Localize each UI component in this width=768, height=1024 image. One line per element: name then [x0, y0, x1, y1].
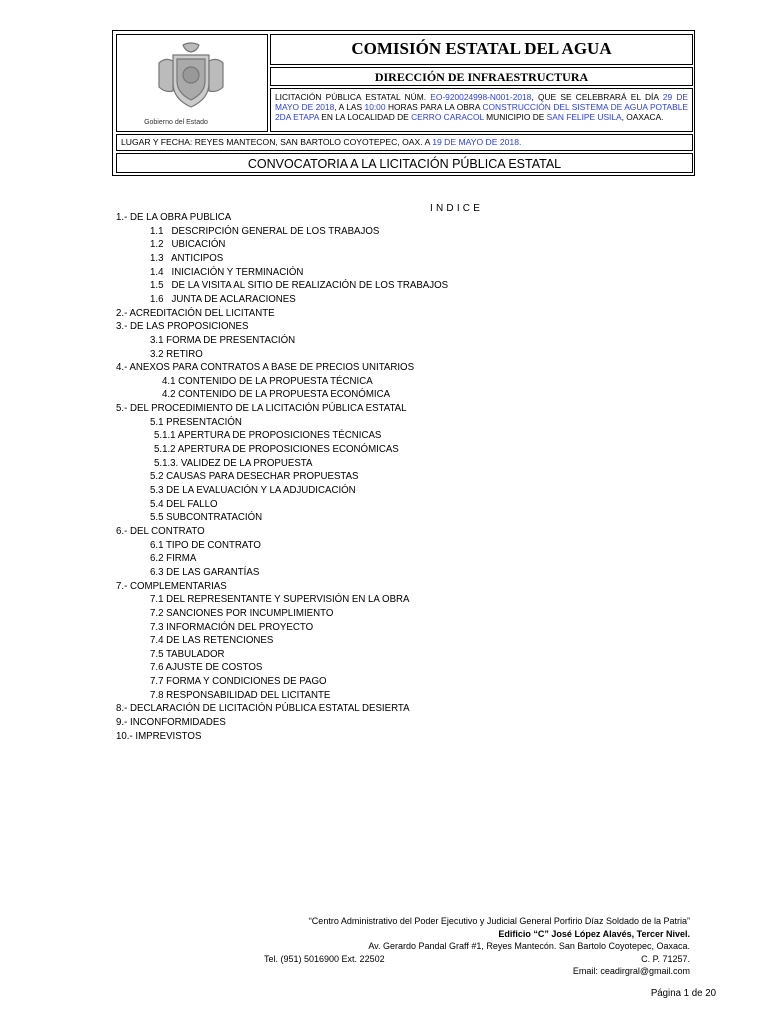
- index-title: INDICE: [430, 203, 484, 214]
- footer-line: Edificio “C” José López Alavés, Tercer Nivel.: [498, 928, 690, 939]
- footer-address: [309, 915, 690, 978]
- footer-line: Av. Gerardo Pandal Graff #1, Reyes Mantecón. San Bartolo Coyotepec, Oaxaca.: [368, 941, 690, 952]
- place-date-cell: [116, 134, 693, 151]
- toc-item: 7.4 DE LAS RETENCIONES: [150, 635, 274, 647]
- municipality: SAN FELIPE USILA: [546, 112, 622, 123]
- toc-item: 3.2 RETIRO: [150, 348, 203, 360]
- project-name: CONSTRUCCIÓN DEL SISTEMA DE AGUA POTABLE 2DA ETAPA: [275, 102, 688, 123]
- toc-item: 5.3 DE LA EVALUACIÓN Y LA ADJUDICACIÓN: [150, 485, 356, 496]
- tender-number: EO-920024998-N001-2018: [430, 92, 532, 102]
- toc-item: 4.- ANEXOS PARA CONTRATOS A BASE DE PRECIOS UNITARIOS: [116, 362, 415, 374]
- toc-item: 7.3 INFORMACIÓN DEL PROYECTO: [150, 621, 314, 633]
- logo-caption: Gobierno del Estado: [144, 119, 208, 126]
- toc-item: 5.4 DEL FALLO: [150, 498, 218, 510]
- subtitle-cell: [270, 67, 693, 86]
- desc-text: LICITACIÓN PÚBLICA ESTATAL NÚM.: [275, 92, 431, 102]
- convocatoria-cell: [116, 153, 693, 173]
- toc-item: 1.6 JUNTA DE ACLARACIONES: [150, 293, 296, 305]
- footer-line: C. P. 71257.: [641, 953, 690, 964]
- desc-text: EN LA LOCALIDAD DE: [318, 112, 412, 123]
- toc-item: 5.1.1 APERTURA DE PROPOSICIONES TÉCNICAS: [154, 430, 382, 442]
- toc-item: 5.1.3. VALIDEZ DE LA PROPUESTA: [154, 457, 313, 469]
- toc-item: 9.- INCONFORMIDADES: [116, 717, 226, 729]
- state-emblem-logo: [151, 41, 231, 111]
- desc-text: , OAXACA.: [621, 112, 664, 123]
- toc-item: 7.- COMPLEMENTARIAS: [116, 580, 227, 592]
- toc-item: 7.1 DEL REPRESENTANTE Y SUPERVISIÓN EN LA OBRA: [150, 594, 410, 606]
- toc-item: 8.- DECLARACIÓN DE LICITACIÓN PÚBLICA ESTATAL DESIERTA: [116, 703, 410, 715]
- desc-text: MUNICIPIO DE: [483, 112, 547, 123]
- toc-item: 1.1 DESCRIPCIÓN GENERAL DE LOS TRABAJOS: [150, 225, 380, 237]
- toc-item: 7.5 TABULADOR: [150, 648, 225, 660]
- toc-item: 5.1.2 APERTURA DE PROPOSICIONES ECONÓMICAS: [154, 444, 399, 456]
- document-subtitle: DIRECCIÓN DE INFRAESTRUCTURA: [374, 70, 589, 84]
- place-date-value: 19 DE MAYO DE 2018.: [432, 137, 522, 147]
- toc-item: 5.1 PRESENTACIÓN: [150, 416, 242, 428]
- tender-description-cell: [270, 88, 693, 132]
- toc-item: 5.2 CAUSAS PARA DESECHAR PROPUESTAS: [150, 471, 359, 483]
- toc-item: 1.3 ANTICIPOS: [150, 252, 224, 264]
- toc-item: 3.1 FORMA DE PRESENTACIÓN: [150, 334, 296, 346]
- place-date: [121, 137, 521, 147]
- footer-line: “Centro Administrativo del Poder Ejecutivo y Judicial General Porfirio Díaz Soldado de la Patria”: [308, 916, 690, 926]
- desc-text: HORAS PARA LA OBRA: [385, 102, 483, 113]
- logo-cell: [116, 34, 268, 132]
- footer-phone: Tel. (951) 5016900 Ext. 22502: [264, 954, 385, 964]
- locality: CERRO CARACOL: [411, 112, 484, 123]
- toc-item: 7.6 AJUSTE DE COSTOS: [150, 662, 263, 674]
- toc-item: 1.5 DE LA VISITA AL SITIO DE REALIZACIÓN DE LOS TRABAJOS: [150, 280, 449, 292]
- title-cell: [270, 34, 693, 65]
- toc-item: 7.7 FORMA Y CONDICIONES DE PAGO: [150, 676, 327, 688]
- desc-text: , QUE SE CELEBRARÁ EL DÍA: [531, 92, 663, 102]
- toc-item: 7.2 SANCIONES POR INCUMPLIMIENTO: [150, 607, 334, 619]
- toc-item: 5.- DEL PROCEDIMIENTO DE LA LICITACIÓN PÚBLICA ESTATAL: [116, 403, 407, 415]
- toc-item: 10.- IMPREVISTOS: [116, 730, 202, 742]
- toc-item: 5.5 SUBCONTRATACIÓN: [150, 512, 263, 524]
- toc-item: 4.1 CONTENIDO DE LA PROPUESTA TÉCNICA: [162, 375, 373, 387]
- toc-item: 1.2 UBICACIÓN: [150, 239, 226, 251]
- footer-email: Email: ceadirgral@gmail.com: [572, 966, 690, 977]
- toc-item: 6.- DEL CONTRATO: [116, 525, 205, 537]
- toc-item: 1.4 INICIACIÓN Y TERMINACIÓN: [150, 266, 304, 278]
- toc-item: 6.3 DE LAS GARANTÍAS: [150, 566, 260, 578]
- toc-item: 6.1 TIPO DE CONTRATO: [150, 539, 261, 551]
- convocatoria-heading: CONVOCATORIA A LA LICITACIÓN PÚBLICA ESTATAL: [247, 157, 562, 171]
- page-number: Página 1 de 20: [650, 988, 716, 999]
- tender-description: [275, 92, 688, 123]
- toc-item: 1.- DE LA OBRA PUBLICA: [116, 212, 232, 223]
- place-text: LUGAR Y FECHA: REYES MANTECON, SAN BARTOLO COYOTEPEC, OAX. A: [121, 137, 433, 147]
- toc-item: 7.8 RESPONSABILIDAD DEL LICITANTE: [150, 689, 331, 701]
- toc-item: 4.2 CONTENIDO DE LA PROPUESTA ECONÓMICA: [162, 389, 391, 401]
- tender-date: 29 DE MAYO DE 2018: [275, 92, 689, 113]
- toc-item: 6.2 FIRMA: [150, 553, 197, 565]
- tender-time: 10:00: [364, 102, 386, 113]
- document-title: COMISIÓN ESTATAL DEL AGUA: [351, 39, 612, 58]
- toc-item: 3.- DE LAS PROPOSICIONES: [116, 321, 249, 333]
- desc-text: , A LAS: [334, 102, 365, 113]
- document-header: [112, 30, 695, 176]
- toc-item: 2.- ACREDITACIÓN DEL LICITANTE: [116, 307, 275, 319]
